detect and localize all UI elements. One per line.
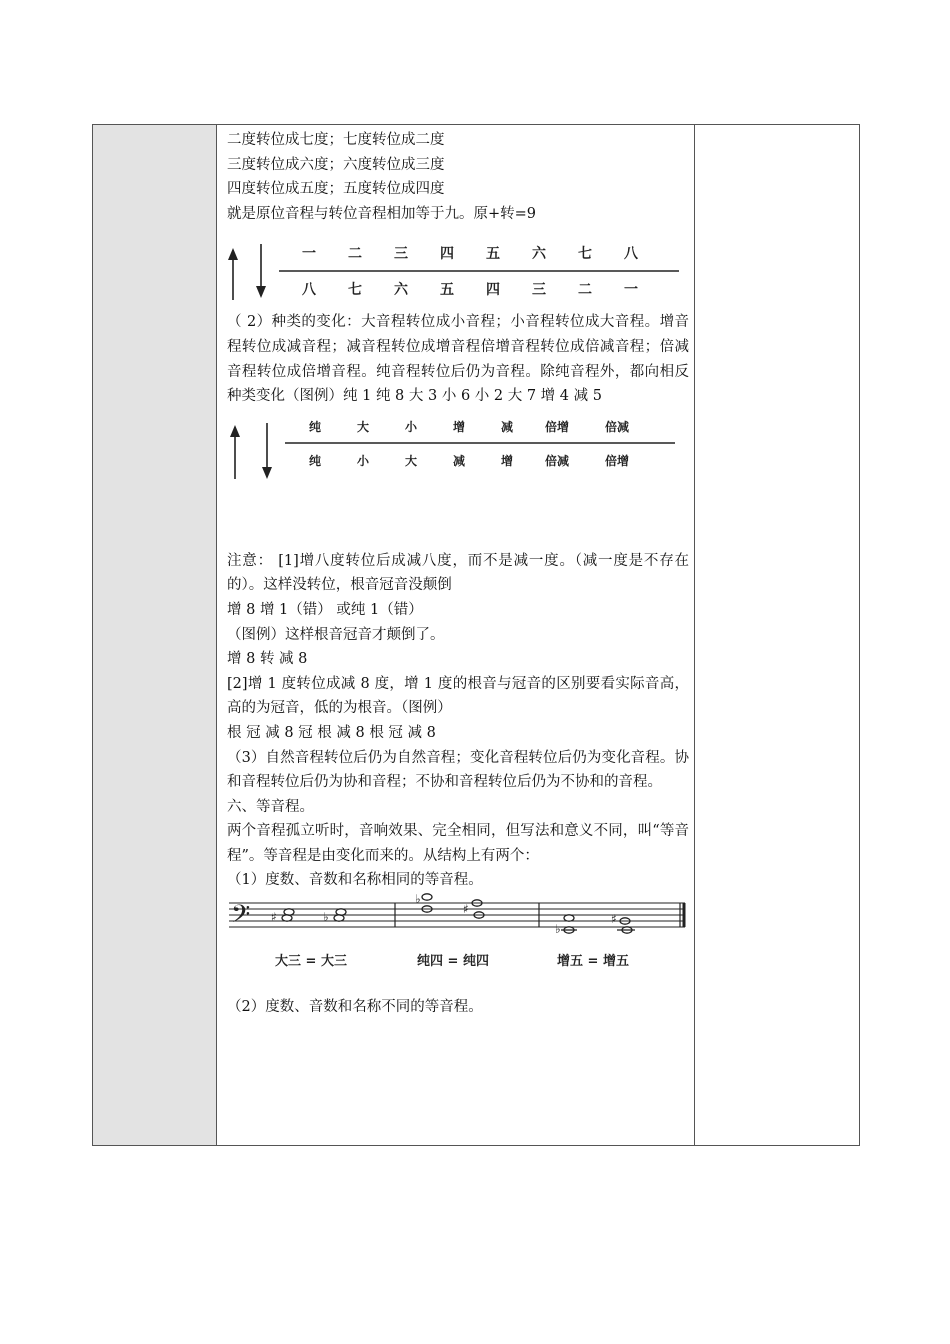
svg-text:♯: ♯: [611, 912, 617, 927]
note-line: [2]增 1 度转位成减 8 度，增 1 度的根音与冠音的区别要看实际音高，高的为冠音，低的为根音。（图例）: [227, 675, 689, 717]
text-line: 就是原位音程与转位音程相加等于九。原+转=9: [227, 205, 537, 222]
figure-label: 三: [532, 282, 546, 299]
arrow-down-icon: [262, 423, 272, 479]
figure-label: 三: [394, 246, 408, 263]
left-column: [93, 125, 217, 1145]
figure-label: 七: [348, 282, 362, 299]
note-line: 注意： [1]增八度转位后成减八度，而不是减一度。（减一度是不存在的）。这样没转位，根音冠音没颠倒: [227, 552, 689, 594]
svg-text:♭: ♭: [323, 910, 329, 925]
svg-text:♭: ♭: [415, 893, 421, 907]
note-line: 增 8 增 1（错） 或纯 1（错）: [227, 601, 423, 618]
arrow-down-icon: [256, 244, 266, 298]
figure-label: 倍减: [604, 419, 630, 434]
figure-label: 倍减: [544, 453, 570, 468]
figure-label: 倍增: [544, 419, 570, 434]
table-sheet: [92, 124, 860, 1146]
svg-text:♭: ♭: [555, 922, 561, 937]
figure-label: 倍增: [604, 453, 630, 468]
figure-label: 小: [404, 419, 418, 434]
enharmonic-staff-figure: [227, 893, 689, 991]
section-heading: 六、等音程。: [227, 798, 314, 815]
figure-label: 一: [302, 246, 316, 263]
staff-label: 纯四 = 纯四: [417, 954, 489, 970]
figure-label: 纯: [308, 419, 322, 434]
note-line: 增 8 转 减 8: [227, 651, 308, 668]
figure-label: 纯: [308, 453, 322, 468]
figure-label: 八: [624, 246, 638, 263]
content-column: [217, 125, 695, 1145]
figure-label: 减: [500, 419, 514, 434]
figure-label: 六: [394, 282, 408, 299]
note-line: （图例）这样根音冠音才颠倒了。: [227, 626, 445, 643]
staff-label: 大三 = 大三: [275, 954, 347, 970]
figure-label: 大: [404, 453, 418, 468]
figure-label: 二: [348, 246, 362, 263]
paragraph-kind-change: （ 2）种类的变化：大音程转位成小音程；小音程转位成大音程。增音程转位成减音程；减音程转位成增音程倍增音程转位成倍减音程；倍减音程转位成倍增音程。纯音程转位后仍为音程。除纯音程外，都向相反种类变化（图例）纯 1 纯 8 大 3 小 6 小 2 大 7 增 4 减 5: [227, 314, 689, 405]
figure-label: 小: [356, 453, 370, 468]
figure-label: 五: [486, 246, 500, 263]
note-line: 根 冠 减 8 冠 根 减 8 根 冠 减 8: [227, 724, 436, 741]
svg-text:♯: ♯: [271, 910, 277, 925]
figure-label: 增: [452, 419, 466, 434]
content-body: [227, 128, 689, 1020]
figure-label: 减: [452, 453, 466, 468]
figure-label: 一: [624, 282, 638, 299]
arrow-up-icon: [230, 425, 240, 479]
note-line: 两个音程孤立听时，音响效果、完全相同，但写法和意义不同，叫“等音程”。等音程是由变化而来的。从结构上有两个：: [227, 823, 689, 864]
note-line: （1）度数、音数和名称相同的等音程。: [227, 872, 483, 889]
svg-text:♯: ♯: [463, 902, 469, 917]
figure-label: 八: [302, 282, 316, 299]
figure-label: 七: [578, 246, 592, 263]
text-line: 二度转位成七度；七度转位成二度: [227, 132, 445, 148]
right-column: [695, 125, 861, 1145]
figure-label: 五: [440, 282, 454, 299]
bass-clef-icon: 𝄢: [231, 900, 251, 936]
text-line: 四度转位成五度；五度转位成四度: [227, 181, 445, 198]
degree-inversion-figure: [227, 226, 689, 306]
arrow-up-icon: [228, 248, 238, 300]
figure-label: 二: [578, 282, 592, 299]
kind-inversion-figure: [227, 409, 689, 549]
figure-label: 四: [440, 246, 454, 263]
text-line: 三度转位成六度；六度转位成三度: [227, 156, 445, 173]
figure-label: 增: [500, 453, 514, 468]
figure-label: 四: [486, 282, 500, 299]
figure-label: 六: [532, 246, 546, 263]
figure-label: 大: [356, 419, 370, 434]
note-line: （3）自然音程转位后仍为自然音程；变化音程转位后仍为变化音程。协和音程转位后仍为协和音程；不协和音程转位后仍为不协和的音程。: [227, 749, 689, 791]
staff-label: 增五 = 增五: [557, 954, 629, 970]
last-line: （2）度数、音数和名称不同的等音程。: [227, 999, 483, 1016]
